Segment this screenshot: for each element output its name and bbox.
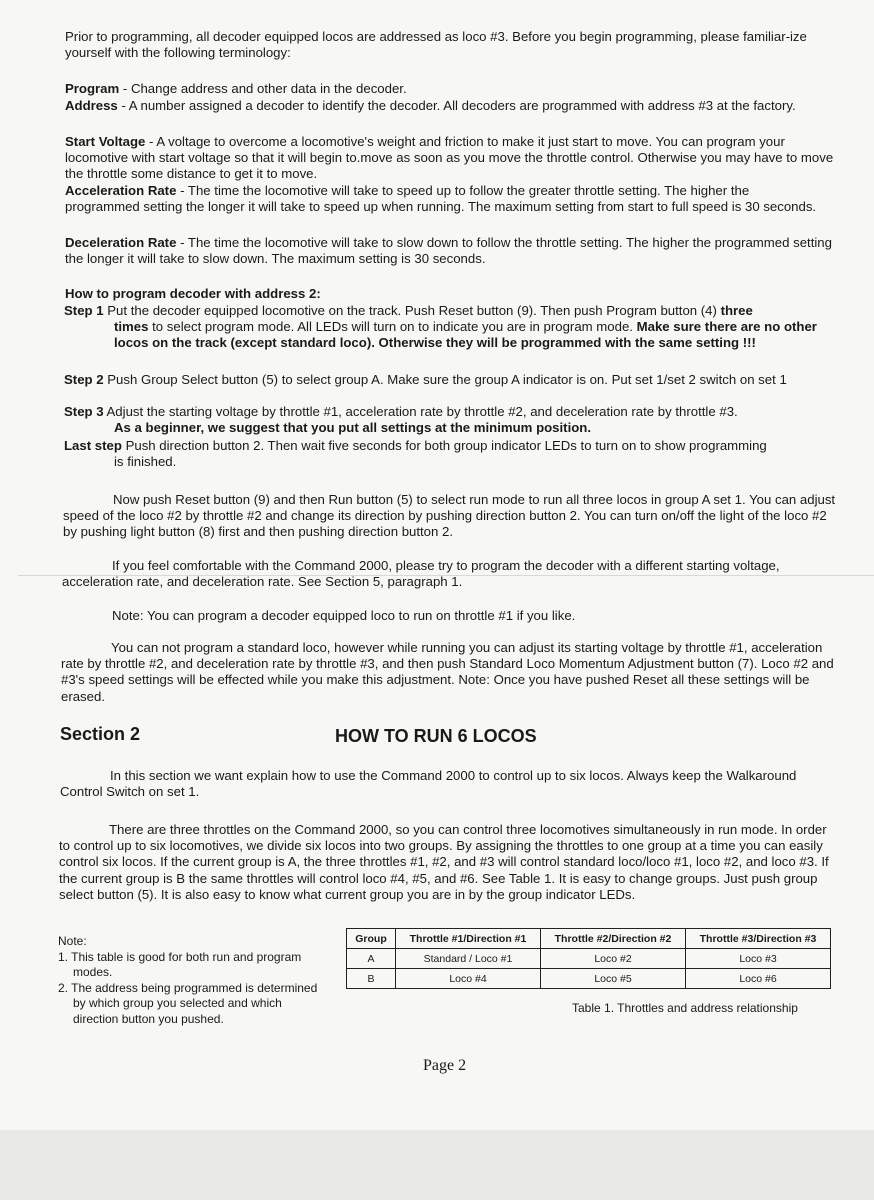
term-label: Acceleration Rate — [65, 183, 177, 198]
step-emphasis: three — [720, 303, 753, 318]
table-header: Throttle #3/Direction #3 — [686, 929, 831, 949]
table-cell: Loco #6 — [686, 969, 831, 989]
throttle-table — [346, 928, 831, 989]
standard-loco-paragraph: You can not program a standard loco, however while running you can adjust its starting voltage by throttle #1, acceleration rate by throttle #2, and deceleration rate by throttle #3, and then push Standard Loco Momentum Adjustment button (7). Loco #2 and #3's speed settings will be effected while you make this adjustment. Note: Once you have pushed Reset all these settings will be erased. — [61, 640, 834, 704]
step-text: Adjust the starting voltage by throttle #1, acceleration rate by throttle #2, and deceleration rate by throttle #3. — [103, 404, 738, 419]
table-header: Group — [347, 929, 396, 949]
step-label: Step 2 — [64, 372, 104, 387]
table-cell: Loco #4 — [396, 969, 541, 989]
table-notes — [58, 934, 328, 1027]
step-text: Put the decoder equipped locomotive on the track. Push Reset button (9). Then push Program button (4) — [103, 303, 721, 318]
term-label: Program — [65, 81, 120, 96]
term-address — [65, 98, 825, 114]
note-item: 1. This table is good for both run and program modes. — [58, 949, 302, 979]
step-label: Step 3 — [64, 404, 104, 419]
term-program — [65, 81, 845, 97]
step-label: Last step — [64, 438, 122, 453]
section2-intro: In this section we want explain how to use the Command 2000 to control up to six locos. Always keep the Walkaround Control Switch on set 1. — [60, 768, 797, 800]
intro-paragraph: Prior to programming, all decoder equipped locos are addressed as loco #3. Before you begin programming, please familiar-ize yourself with the following terminology: — [65, 29, 807, 61]
term-definition: - A number assigned a decoder to identify the decoder. All decoders are programmed with address #3 at the factory. — [117, 98, 796, 113]
step-text: Push Group Select button (5) to select group A. Make sure the group A indicator is on. Put set 1/set 2 switch on set 1 — [103, 372, 787, 387]
step-text: to select program mode. All LEDs will turn on to indicate you are in program mode. — [148, 319, 637, 335]
comfortable-paragraph: If you feel comfortable with the Command 2000, please try to program the decoder with a different starting voltage, acceleration rate, and deceleration rate. See Section 5, paragraph 1. — [62, 558, 780, 590]
term-label: Deceleration Rate — [65, 235, 177, 250]
table-cell: Standard / Loco #1 — [396, 949, 541, 969]
table-cell: A — [347, 949, 396, 969]
step-3 — [64, 404, 844, 436]
term-label: Address — [65, 98, 118, 113]
table-header-row — [347, 929, 831, 949]
table-row — [347, 949, 831, 969]
note-item: 2. The address being programmed is determined by which group you selected and which direction button you pushed. — [58, 980, 318, 1026]
run-mode-paragraph: Now push Reset button (9) and then Run button (5) to select run mode to run all three locos in group A set 1. You can adjust speed of the loco #2 by throttle #2 and change its direction by pushing direction button 2. You can turn on/off the light of the loco #2 by pushing light button (8) first and then pushing direction button 2. — [63, 492, 836, 540]
table-row — [347, 969, 831, 989]
table-cell: Loco #3 — [686, 949, 831, 969]
step-label: Step 1 — [64, 303, 104, 318]
term-definition: - Change address and other data in the decoder. — [119, 81, 407, 96]
last-step — [64, 438, 844, 470]
table-header: Throttle #1/Direction #1 — [396, 929, 541, 949]
step-emphasis: times — [114, 319, 149, 335]
step-warning: Make sure there are no other locos on the track (except standard loco). Otherwise they will be programmed with the same setting !!! — [114, 319, 817, 351]
notes-title: Note: — [58, 934, 87, 948]
step-text: Push direction button 2. Then wait five seconds for both group indicator LEDs to turn on to show programming — [121, 438, 767, 453]
table-header: Throttle #2/Direction #2 — [541, 929, 686, 949]
scan-background — [0, 1130, 874, 1200]
table-cell: Loco #5 — [541, 969, 686, 989]
term-start-voltage — [65, 134, 845, 183]
table-cell: B — [347, 969, 396, 989]
term-definition: - A voltage to overcome a locomotive's weight and friction to make it just start to move. You can program your locomotive with start voltage so that it will begin to.move as soon as you move the throttle control. Otherwise you may have to move the throttle some distance to get it to move. — [65, 134, 834, 182]
page-number: Page 2 — [423, 1057, 467, 1074]
table-cell: Loco #2 — [541, 949, 686, 969]
term-label: Start Voltage — [65, 134, 146, 149]
section2-body: There are three throttles on the Command 2000, so you can control three locomotives simultaneously in run mode. In order to control up to six locomotives, we divide six locos into two groups. By assigning the throttles to one group at a time you can easily control six locos. If the current group is A, the three throttles #1, #2, and #3 will control standard loco/loco #1, loco #2, and loco #3. If the current group is B the same throttles will control loco #4, #5, and #6. See Table 1. It is easy to change groups. Just push group select button (5). It is also easy to know what current group you are in by the group indicator LEDs. — [59, 822, 829, 902]
term-definition: - The time the locomotive will take to slow down to follow the throttle setting. The higher the programmed setting the longer it will take to slow down. The maximum setting is 30 seconds. — [65, 235, 832, 267]
how-to-heading: How to program decoder with address 2: — [65, 286, 321, 301]
note-paragraph: Note: You can program a decoder equipped loco to run on throttle #1 if you like. — [112, 608, 576, 623]
section-label: Section 2 — [60, 724, 141, 744]
step-1 — [64, 303, 844, 352]
term-definition: - The time the locomotive will take to speed up to follow the greater throttle setting. The higher the programmed setting the longer it will take to speed up when running. The maximum setting from start to full speed is 30 seconds. — [65, 183, 817, 215]
term-deceleration-rate — [65, 235, 845, 267]
step-2 — [64, 372, 844, 388]
step-advice: As a beginner, we suggest that you put all settings at the minimum position. — [114, 420, 592, 436]
step-text-cont: is finished. — [114, 454, 177, 470]
table-caption: Table 1. Throttles and address relationship — [572, 1001, 798, 1015]
term-acceleration-rate — [65, 183, 825, 215]
section-title: HOW TO RUN 6 LOCOS — [335, 726, 537, 746]
